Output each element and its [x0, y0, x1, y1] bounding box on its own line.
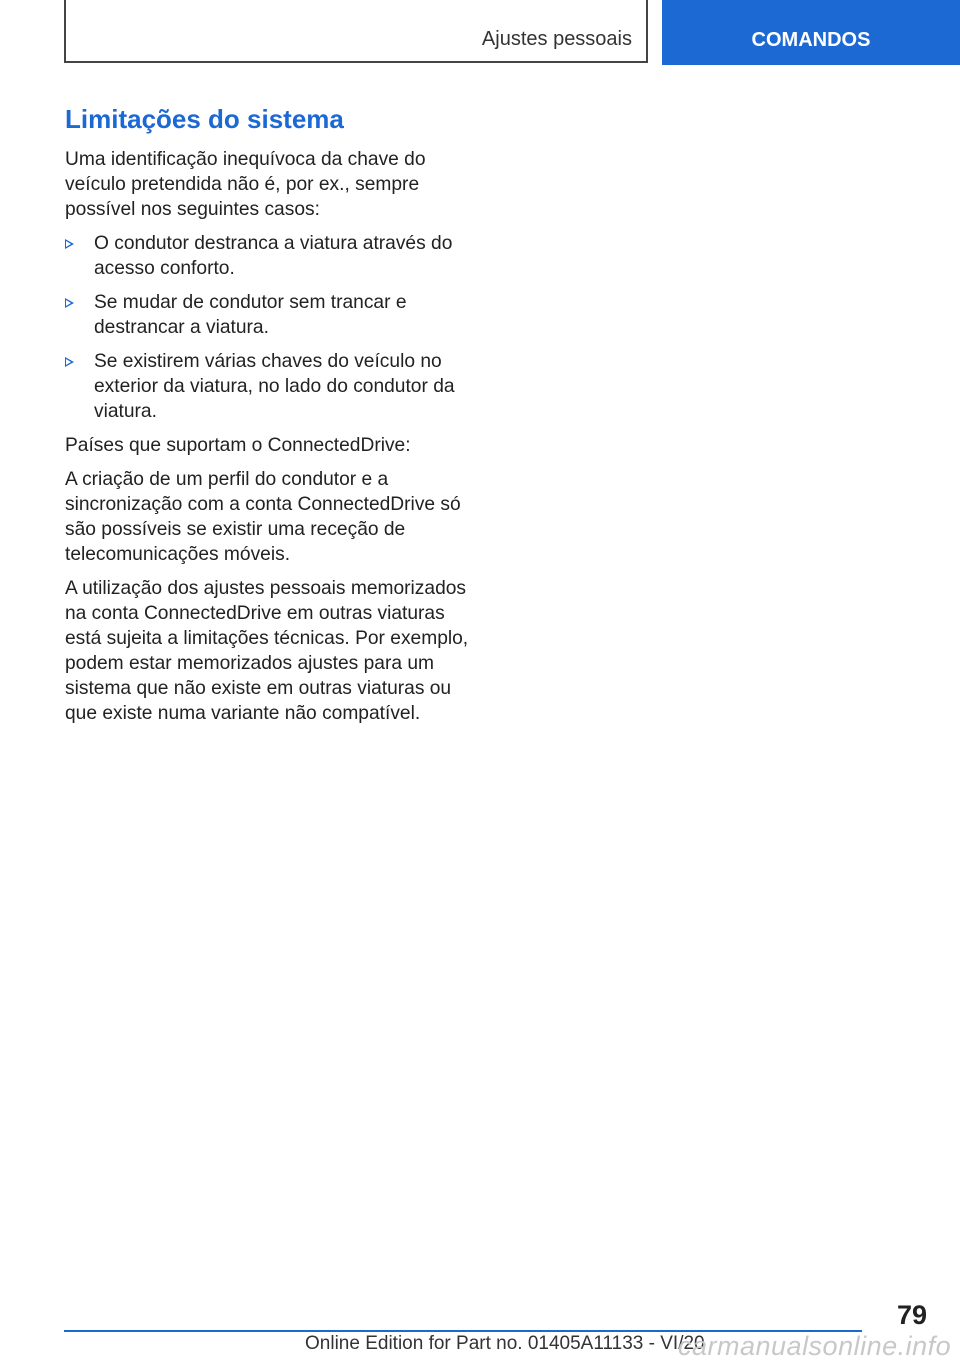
- profile-creation-paragraph: A criação de um perfil do condutor e a sincronização com a conta ConnectedDrive só são possíveis se existir uma receção de telecomunicações móveis.: [65, 469, 461, 565]
- list-item-text: Se existirem várias chaves do veículo no exterior da viatura, no lado do condutor da viatura.: [94, 351, 455, 422]
- list-item: [65, 290, 475, 340]
- section-title: Ajustes pessoais: [481, 28, 632, 50]
- connecteddrive-countries-paragraph: Países que suportam o ConnectedDrive:: [65, 435, 411, 456]
- header-frame: [64, 0, 648, 63]
- intro-paragraph: Uma identificação inequívoca da chave do veículo pretendida não é, por ex., sempre possível nos seguintes casos:: [65, 149, 426, 220]
- triangle-bullet-icon: [65, 298, 74, 308]
- page-number: 79: [896, 1300, 927, 1330]
- chapter-tab[interactable]: COMANDOS: [662, 0, 960, 65]
- edition-text: Online Edition for Part no. 01405A11133 - VI/20: [305, 1333, 705, 1354]
- triangle-bullet-icon: [65, 239, 74, 249]
- bullet-list: [65, 231, 475, 424]
- page-heading: Limitações do sistema: [65, 104, 344, 134]
- limitations-paragraph: A utilização dos ajustes pessoais memorizados na conta ConnectedDrive em outras viaturas está sujeita a limitações técnicas. Por exemplo, podem estar memorizados ajustes para um sistema que não existe em outras viaturas ou que existe numa variante não compatível.: [65, 578, 469, 724]
- triangle-bullet-icon: [65, 357, 74, 367]
- list-item: [65, 231, 475, 281]
- main-content: [65, 100, 475, 735]
- list-item-text: Se mudar de condutor sem trancar e destrancar a viatura.: [94, 292, 407, 338]
- list-item-text: O condutor destranca a viatura através do acesso conforto.: [94, 233, 453, 279]
- list-item: [65, 349, 475, 424]
- watermark: carmanualsonline.info: [678, 1331, 952, 1361]
